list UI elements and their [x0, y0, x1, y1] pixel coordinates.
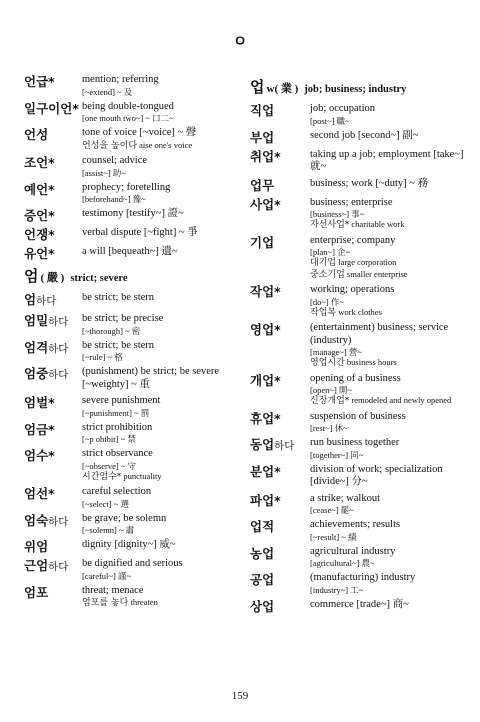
entry-headword [24, 313, 82, 330]
entry-body [310, 235, 472, 281]
entry-definition: taking up a job; employment [take~] 就~ [310, 148, 464, 172]
entry-etymology-note: [post~] 職~ [310, 115, 350, 126]
entry-definition: strict observance [82, 448, 153, 459]
entry-headword [250, 599, 310, 614]
headword-text: 엄선* [24, 486, 55, 501]
entry-body [82, 313, 244, 336]
entry-body [310, 149, 472, 174]
entry-headword [250, 322, 310, 337]
headword-text: 조언* [24, 155, 55, 170]
entry-headword [250, 519, 310, 534]
entry-headword [24, 513, 82, 530]
entry-definition: severe punishment [82, 395, 161, 406]
headword-text: 직업 [250, 103, 275, 118]
headword-suffix: 하다 [48, 316, 69, 328]
entry-etymology-note: [~select] ~ 選 [82, 498, 129, 509]
entry-definition: (punishment) be strict; be severe [~weighty] ~ 重 [82, 366, 220, 390]
entry-etymology-note: [~punishment] ~ 罰 [82, 407, 150, 418]
entry-headword [24, 182, 82, 197]
entry-definition: business; work [~duty] ~ 務 [310, 177, 429, 189]
entry-example [310, 269, 472, 281]
entry-definition: second job [second~] 副~ [310, 129, 419, 141]
entry-etymology-note: [~solemn] ~ 肅 [82, 525, 135, 535]
headword-text: 언쟁* [24, 227, 55, 242]
dictionary-entry [250, 411, 472, 434]
example-english: work clothes [338, 306, 382, 317]
entry-body [310, 322, 472, 369]
example-english: threaten [130, 597, 158, 607]
entry-body [82, 366, 244, 391]
dictionary-entry [24, 395, 244, 418]
entry-headword [250, 284, 310, 299]
entry-etymology-note: [~rule] ~ 格 [82, 352, 123, 362]
example-korean: 작업복 [310, 307, 337, 318]
entry-body [310, 284, 472, 318]
entry-body [310, 197, 472, 231]
entry-headword [24, 155, 82, 170]
entry-headword [250, 464, 310, 479]
headword-text: 사업* [250, 196, 281, 212]
section-heading [250, 76, 472, 97]
entry-definition: a will [bequeath~] 遺~ [82, 246, 178, 257]
headword-text: 위엄 [24, 539, 49, 554]
entry-body [310, 493, 472, 516]
entry-headword [24, 246, 82, 261]
entry-body [82, 182, 244, 205]
entry-headword [24, 227, 82, 242]
entry-etymology-note: [assist~] 助~ [82, 167, 126, 178]
entry-body [82, 340, 244, 363]
dictionary-entry [250, 149, 472, 174]
dictionary-entry [250, 322, 472, 369]
entry-body [82, 539, 244, 552]
dictionary-entry [250, 493, 472, 516]
entry-etymology-note: [careful~] 謹~ [82, 570, 132, 581]
right-column [250, 74, 472, 618]
dictionary-entry [250, 197, 472, 231]
entry-body [310, 373, 472, 407]
section-heading-definition: job; business; industry [304, 84, 407, 95]
headword-text: 상업 [250, 598, 275, 614]
headword-text: 작업* [250, 284, 281, 299]
left-column [24, 74, 244, 613]
headword-text: 언성 [24, 127, 49, 142]
entry-body [310, 103, 472, 126]
dictionary-entry [250, 572, 472, 595]
entry-example [82, 471, 244, 483]
entry-body [310, 411, 472, 434]
entry-etymology-note: [business~] 事~ [310, 209, 365, 219]
headword-text: 엄벌* [24, 395, 55, 410]
entry-example [310, 219, 472, 231]
entry-body [82, 558, 244, 581]
entry-body [310, 437, 472, 460]
example-english: large corporation [338, 257, 397, 267]
entry-definition: counsel; advice [82, 155, 148, 166]
headword-suffix: 하다 [274, 440, 295, 452]
entry-headword [24, 208, 82, 223]
headword-text: 엄밀 [24, 313, 49, 328]
entry-definition: be strict; be stern [82, 339, 155, 351]
entry-definition: job; occupation [310, 103, 376, 114]
entry-definition: testimony [testify~] 證~ [82, 208, 184, 219]
example-english: remodeled and newly opened [351, 395, 452, 405]
entry-body [310, 130, 472, 143]
headword-text: 업무 [250, 177, 275, 193]
section-heading-hanja: w( 業 ) [266, 83, 299, 95]
entry-headword [24, 101, 82, 116]
entry-body [82, 486, 244, 509]
page-number: 159 [231, 690, 249, 702]
headword-text: 엄포 [24, 584, 49, 600]
entry-headword [250, 149, 310, 164]
dictionary-entry [24, 182, 244, 205]
entry-headword [250, 546, 310, 561]
entry-etymology-note: [plan~] 企~ [310, 247, 351, 257]
entry-etymology-note: [rest~] 休~ [310, 423, 348, 433]
entry-example [82, 140, 244, 152]
headword-suffix: 하다 [48, 515, 69, 528]
dictionary-entry [250, 464, 472, 489]
entry-headword [24, 395, 82, 410]
entry-headword [24, 585, 82, 600]
headword-text: 업적 [250, 519, 275, 534]
headword-text: 엄격 [24, 339, 49, 355]
entry-definition: achievements; results [310, 519, 401, 530]
entry-headword [250, 197, 310, 212]
entry-definition: careful selection [82, 486, 152, 497]
dictionary-entry [24, 340, 244, 363]
dictionary-entry [24, 227, 244, 242]
example-english: smaller enterprise [346, 268, 408, 279]
dictionary-entry [250, 235, 472, 281]
entry-body [82, 422, 244, 445]
example-korean: 중소기업 [310, 269, 345, 280]
entry-definition: a strike; walkout [310, 492, 380, 504]
headword-text: 예언* [24, 181, 55, 197]
example-english: charitable work [351, 219, 405, 229]
entry-body [310, 178, 472, 191]
dictionary-entry [250, 599, 472, 614]
example-korean: 자선사업* [310, 220, 350, 230]
entry-definition: opening of a business [310, 372, 401, 384]
headword-text: 언급* [24, 74, 55, 89]
dictionary-entry [250, 284, 472, 318]
entry-definition: dignity [dignity~] 威~ [82, 539, 176, 550]
dictionary-entry [24, 422, 244, 445]
headword-text: 분업* [250, 463, 281, 479]
entry-body [310, 572, 472, 595]
section-heading-korean: 업 [250, 78, 265, 96]
entry-definition: prophecy; foretelling [82, 181, 171, 193]
headword-text: 동업 [250, 437, 275, 452]
entry-example [310, 357, 472, 369]
headword-text: 유언* [24, 246, 55, 261]
dictionary-entry [24, 74, 244, 97]
entry-etymology-note: [do~] 作~ [310, 296, 344, 307]
headword-text: 개업* [250, 372, 281, 388]
headword-text: 휴업* [250, 410, 281, 426]
headword-text: 공업 [250, 572, 275, 587]
entry-body [310, 464, 472, 489]
dictionary-entry [24, 127, 244, 151]
dictionary-entry [24, 292, 244, 309]
headword-suffix: 하다 [48, 369, 69, 381]
entry-body [82, 395, 244, 418]
dictionary-entry [24, 246, 244, 261]
entry-headword [250, 235, 310, 250]
entry-headword [24, 340, 82, 357]
entry-etymology-note: [together~] 同~ [310, 449, 364, 460]
example-korean: 시간엄수* [82, 471, 122, 482]
headword-text: 파업* [250, 492, 281, 508]
entry-definition: be dignified and serious [82, 558, 183, 569]
entry-body [82, 227, 244, 240]
entry-definition: strict prohibition [82, 421, 153, 433]
example-korean: 영업시간 [310, 358, 345, 368]
example-english: punctuality [123, 470, 162, 481]
entry-definition: tone of voice [~voice] ~ 聲 [82, 127, 197, 138]
dictionary-entry [250, 546, 472, 569]
dictionary-entry [24, 558, 244, 581]
entry-headword [250, 493, 310, 508]
headword-text: 일구이언* [24, 100, 79, 116]
entry-headword [24, 422, 82, 437]
entry-etymology-note: [open~] 開~ [310, 385, 353, 395]
page-header-letter: ㅇ [232, 32, 248, 50]
dictionary-entry [24, 448, 244, 482]
example-korean: 엄포를 놓다 [82, 598, 129, 608]
entry-definition: being double-tongued [82, 100, 174, 112]
entry-definition: suspension of business [310, 410, 406, 422]
headword-text: 증언* [24, 208, 55, 223]
headword-text: 취업* [250, 148, 281, 164]
dictionary-entry [24, 539, 244, 554]
entry-definition: be strict; be precise [82, 313, 164, 324]
headword-text: 부업 [250, 129, 275, 145]
section-heading-hanja: ( 嚴 ) [40, 272, 65, 284]
entry-example [310, 395, 472, 407]
section-heading-definition: strict; severe [70, 273, 128, 284]
entry-body [82, 448, 244, 482]
entry-etymology-note: [~result] ~ 績 [310, 531, 357, 542]
entry-headword [24, 127, 82, 142]
entry-definition: be grave; be solemn [82, 512, 167, 524]
entry-headword [250, 572, 310, 587]
dictionary-entry [24, 486, 244, 509]
entry-etymology-note: [cease~] 罷~ [310, 505, 354, 515]
section-heading [24, 265, 244, 286]
example-english: aise one's voice [139, 139, 193, 150]
dictionary-entry [24, 313, 244, 336]
entry-definition: verbal dispute [~fight] ~ 爭 [82, 227, 198, 238]
example-korean: 언성을 높이다 [82, 140, 138, 151]
entry-definition: commerce [trade~] 商~ [310, 598, 409, 610]
entry-headword [250, 130, 310, 145]
entry-definition: be strict; be stern [82, 292, 155, 303]
headword-text: 기업 [250, 234, 275, 250]
entry-etymology-note: [industry~] 工~ [310, 584, 364, 595]
dictionary-entry [24, 155, 244, 178]
entry-definition: run business together [310, 437, 400, 448]
dictionary-entry [24, 366, 244, 391]
entry-definition: mention; referring [82, 74, 159, 85]
entry-example [310, 257, 472, 269]
dictionary-entry [24, 208, 244, 223]
entry-definition: (entertainment) business; service (industry) [310, 322, 449, 346]
entry-body [82, 513, 244, 536]
entry-etymology-note: [~thorough] ~ 密 [82, 325, 141, 336]
entry-body [310, 599, 472, 612]
entry-body [82, 292, 244, 305]
headword-text: 엄수* [24, 448, 55, 463]
entry-headword [24, 74, 82, 89]
entry-body [82, 585, 244, 609]
entry-definition: agricultural industry [310, 545, 396, 557]
dictionary-entry [250, 437, 472, 460]
dictionary-entry [250, 103, 472, 126]
headword-suffix: 하다 [36, 295, 57, 307]
entry-etymology-note: [~p ohibit] ~ 禁 [82, 434, 136, 444]
entry-body [82, 155, 244, 178]
entry-etymology-note: [beforehand~] 豫~ [82, 194, 146, 204]
dictionary-entry [24, 513, 244, 536]
dictionary-entry [250, 373, 472, 407]
entry-headword [250, 103, 310, 118]
dictionary-entry [24, 101, 244, 124]
entry-headword [24, 292, 82, 309]
entry-etymology-note: [~observe] ~ 守 [82, 460, 137, 471]
entry-example [310, 307, 472, 319]
dictionary-entry [250, 519, 472, 542]
entry-headword [250, 373, 310, 388]
headword-text: 근엄 [24, 558, 49, 573]
section-heading-korean: 엄 [24, 267, 39, 285]
headword-text: 영업* [250, 322, 281, 337]
entry-definition: business; enterprise [310, 196, 393, 208]
entry-headword [24, 558, 82, 575]
headword-text: 엄숙 [24, 512, 49, 528]
headword-suffix: 하다 [48, 561, 69, 573]
entry-body [310, 519, 472, 542]
entry-body [82, 74, 244, 97]
dictionary-entry [24, 585, 244, 609]
entry-definition: (manufacturing) industry [310, 572, 416, 583]
headword-text: 농업 [250, 545, 275, 561]
entry-body [310, 546, 472, 569]
entry-headword [24, 366, 82, 383]
example-korean: 대기업 [310, 258, 337, 268]
entry-body [82, 208, 244, 221]
entry-definition: working; operations [310, 284, 395, 295]
headword-suffix: 하다 [48, 342, 69, 355]
dictionary-entry [250, 178, 472, 193]
entry-etymology-note: [manage~] 營~ [310, 347, 362, 357]
dictionary-entry [250, 130, 472, 145]
entry-definition: division of work; specialization [divide~] 分~ [310, 463, 443, 487]
entry-etymology-note: [agricultural~] 農~ [310, 558, 375, 568]
example-korean: 신장개업* [310, 396, 350, 406]
entry-headword [250, 411, 310, 426]
entry-example [82, 597, 244, 609]
entry-etymology-note: [one mouth two~] ~ 口二~ [82, 113, 174, 123]
entry-headword [24, 539, 82, 554]
entry-headword [250, 437, 310, 454]
headword-text: 엄중 [24, 366, 49, 381]
entry-headword [250, 178, 310, 193]
entry-etymology-note: [~extend] ~ 及 [82, 86, 133, 97]
entry-headword [24, 486, 82, 501]
headword-text: 엄금* [24, 421, 55, 437]
entry-body [82, 101, 244, 124]
entry-body [82, 246, 244, 259]
entry-headword [24, 448, 82, 463]
entry-body [82, 127, 244, 151]
entry-definition: threat; menace [82, 584, 144, 596]
entry-definition: enterprise; company [310, 234, 396, 246]
headword-text: 엄 [24, 292, 37, 307]
example-english: business hours [346, 357, 397, 367]
